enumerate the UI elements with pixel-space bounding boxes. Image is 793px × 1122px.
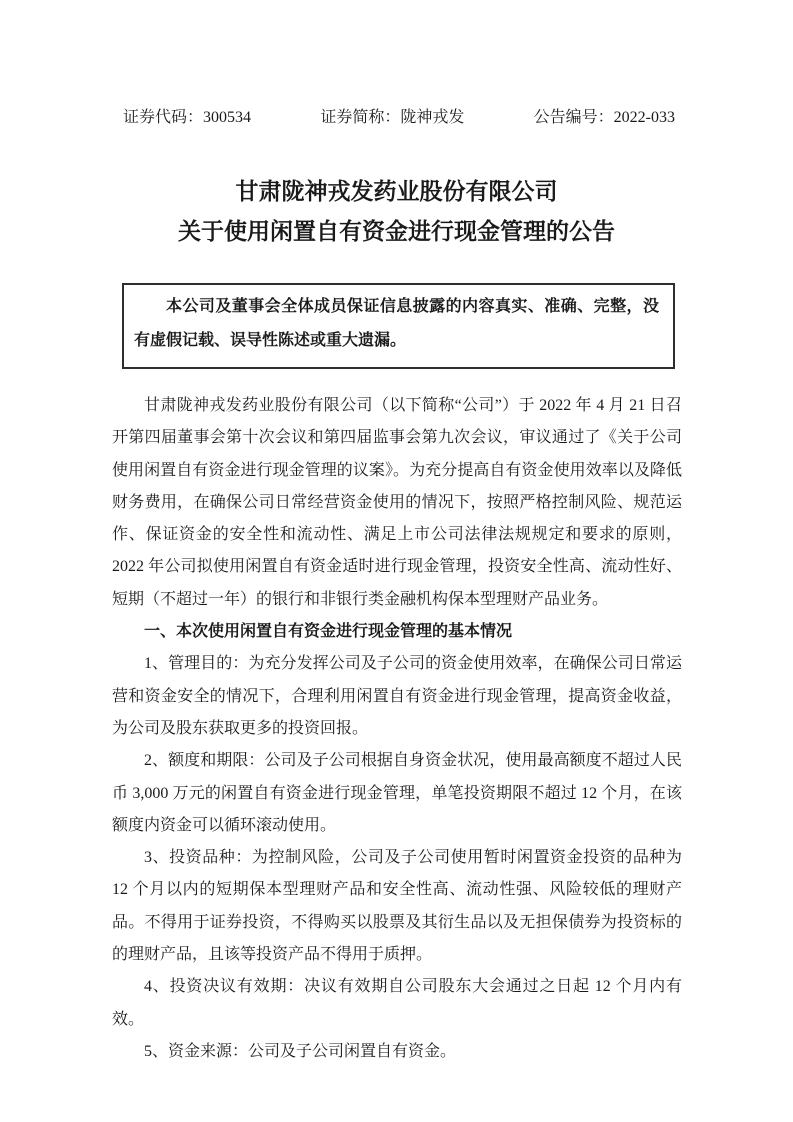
stock-code: 证券代码：300534: [123, 109, 252, 126]
section-heading-basic-info: 一、本次使用闲置自有资金进行现金管理的基本情况: [144, 623, 513, 641]
document-body: [112, 390, 682, 1068]
disclaimer-text: 本公司及董事会全体成员保证信息披露的内容真实、准确、完整，没有虚假记载、误导性陈述或重大遗漏。: [134, 298, 659, 349]
disclaimer-box: [122, 283, 675, 369]
company-name-title-line: 甘肃陇神戎发药业股份有限公司: [235, 179, 558, 204]
stock-short-name: 证券简称：陇神戎发: [320, 109, 465, 126]
announcement-number: 公告编号：2022-033: [533, 109, 675, 126]
announcement-subject-title-line: 关于使用闲置自有资金进行现金管理的公告: [178, 219, 615, 244]
document-title: [0, 172, 793, 252]
item-paragraph-investment-type: 3、投资品种：为控制风险，公司及子公司使用暂时闲置资金投资的品种为 12 个月以内的短期保本型理财产品和安全性高、流动性强、风险较低的理财产品。不得用于证券投资，不得购买以股票及其衍生品以及无担保债券为投资标的的理财产品，且该等投资产品不得用于质押。: [112, 849, 682, 964]
item-paragraph-management-purpose: 1、管理目的：为充分发挥公司及子公司的资金使用效率，在确保公司日常运营和资金安全的情况下，合理利用闲置自有资金进行现金管理，提高资金收益，为公司及股东获取更多的投资回报。: [112, 655, 682, 737]
item-paragraph-quota-and-term: 2、额度和期限：公司及子公司根据自身资金状况，使用最高额度不超过人民币 3,000 万元的闲置自有资金进行现金管理，单笔投资期限不超过 12 个月，在该额度内资金可以循环滚动使用。: [112, 752, 682, 834]
item-paragraph-fund-source: 5、资金来源：公司及子公司闲置自有资金。: [144, 1042, 457, 1060]
intro-paragraph: 甘肃陇神戎发药业股份有限公司（以下简称“公司”）于 2022 年 4 月 21 日召开第四届董事会第十次会议和第四届监事会第九次会议，审议通过了《关于公司使用闲置自有资金进行现金管理的议案》。为充分提高自有资金使用效率以及降低财务费用，在确保公司日常经营资金使用的情况下，按照严格控制风险、规范运作、保证资金的安全性和流动性、满足上市公司法律法规规定和要求的原则，2022 年公司拟使用闲置自有资金适时进行现金管理，投资安全性高、流动性好、短期（不超过一年）的银行和非银行类金融机构保本型理财产品业务。: [112, 397, 682, 608]
item-paragraph-resolution-validity: 4、投资决议有效期：决议有效期自公司股东大会通过之日起 12 个月内有效。: [112, 978, 682, 1028]
document-header: [123, 108, 675, 128]
